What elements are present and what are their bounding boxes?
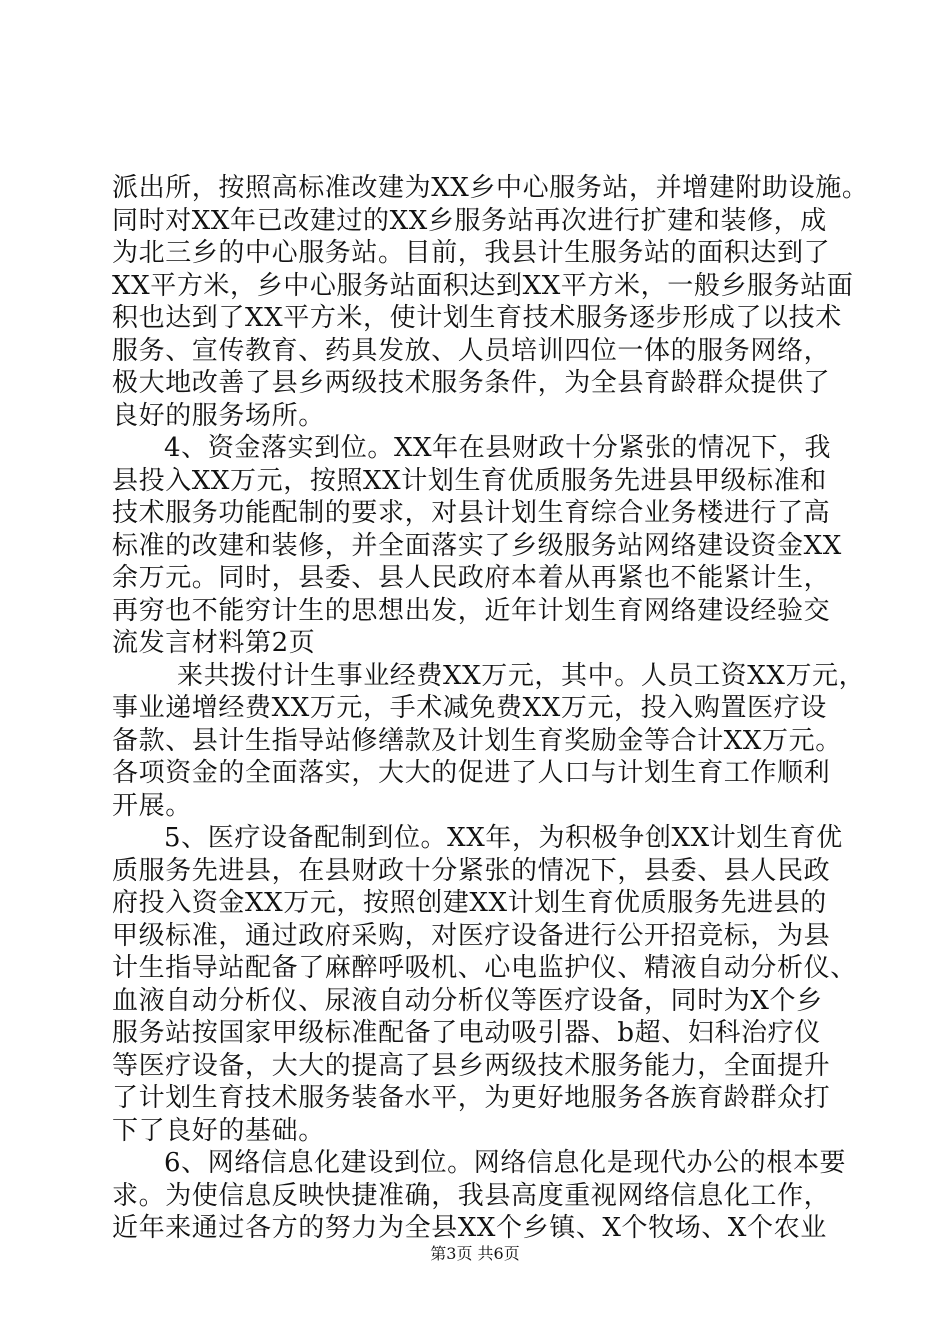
document-body	[112, 172, 869, 1245]
text-line: 备款、县计生指导站修缮款及计划生育奖励金等合计XX万元。	[112, 725, 842, 756]
text-line: 良好的服务场所。	[112, 400, 325, 431]
text-line: 县投入XX万元，按照XX计划生育优质服务先进县甲级标准和	[112, 465, 827, 496]
page-number-footer: 第3页 共6页	[430, 1244, 520, 1263]
paragraph-start-line: 4、资金落实到位。XX年在县财政十分紧张的情况下，我	[164, 433, 832, 463]
paragraph-start-line: 5、医疗设备配制到位。XX年，为积极争创XX计划生育优	[164, 823, 843, 853]
text-line: 下了良好的基础。	[112, 1115, 325, 1146]
text-line: XX平方米，乡中心服务站面积达到XX平方米，一般乡服务站面	[112, 270, 854, 301]
text-line: 流发言材料第2页	[112, 628, 316, 658]
text-line: 府投入资金XX万元，按照创建XX计划生育优质服务先进县的	[112, 888, 827, 918]
text-line: 质服务先进县，在县财政十分紧张的情况下，县委、县人民政	[112, 855, 831, 886]
text-line: 求。为使信息反映快捷准确，我县高度重视网络信息化工作，	[112, 1180, 831, 1211]
text-line: 各项资金的全面落实，大大的促进了人口与计划生育工作顺利	[112, 758, 831, 788]
text-line: 服务、宣传教育、药具发放、人员培训四位一体的服务网络，	[112, 335, 831, 366]
paragraph-start-line: 来共拨付计生事业经费XX万元，其中。人员工资XX万元，	[177, 660, 866, 691]
text-line: 派出所，按照高标准改建为XX乡中心服务站，并增建附助设施。	[112, 173, 869, 203]
text-line: 标准的改建和装修，并全面落实了乡级服务站网络建设资金XX	[112, 530, 842, 561]
text-line: 再穷也不能穷计生的思想出发，近年计划生育网络建设经验交	[112, 595, 831, 626]
text-line: 余万元。同时，县委、县人民政府本着从再紧也不能紧计生，	[112, 563, 831, 593]
text-line: 计生指导站配备了麻醉呼吸机、心电监护仪、精液自动分析仪、	[112, 953, 857, 983]
text-line: 近年来通过各方的努力为全县XX个乡镇、X个牧场、X个农业	[112, 1213, 827, 1243]
text-line: 等医疗设备，大大的提高了县乡两级技术服务能力，全面提升	[112, 1050, 831, 1081]
text-line: 了计划生育技术服务装备水平，为更好地服务各族育龄群众打	[112, 1083, 831, 1113]
text-line: 血液自动分析仪、尿液自动分析仪等医疗设备，同时为X个乡	[112, 985, 823, 1016]
text-line: 技术服务功能配制的要求，对县计划生育综合业务楼进行了高	[112, 498, 831, 528]
text-line: 事业递增经费XX万元，手术减免费XX万元，投入购置医疗设	[112, 693, 827, 723]
text-line: 积也达到了XX平方米，使计划生育技术服务逐步形成了以技术	[112, 303, 842, 333]
text-line: 甲级标准，通过政府采购，对医疗设备进行公开招竞标，为县	[112, 920, 831, 951]
paragraph-start-line: 6、网络信息化建设到位。网络信息化是现代办公的根本要	[164, 1148, 847, 1178]
text-line: 为北三乡的中心服务站。目前，我县计生服务站的面积达到了	[112, 238, 831, 268]
text-line: 开展。	[112, 790, 192, 821]
text-line: 同时对XX年已改建过的XX乡服务站再次进行扩建和装修，成	[112, 205, 827, 236]
text-line: 服务站按国家甲级标准配备了电动吸引器、b超、妇科治疗仪	[112, 1018, 821, 1048]
text-line: 极大地改善了县乡两级技术服务条件，为全县育龄群众提供了	[112, 368, 831, 398]
